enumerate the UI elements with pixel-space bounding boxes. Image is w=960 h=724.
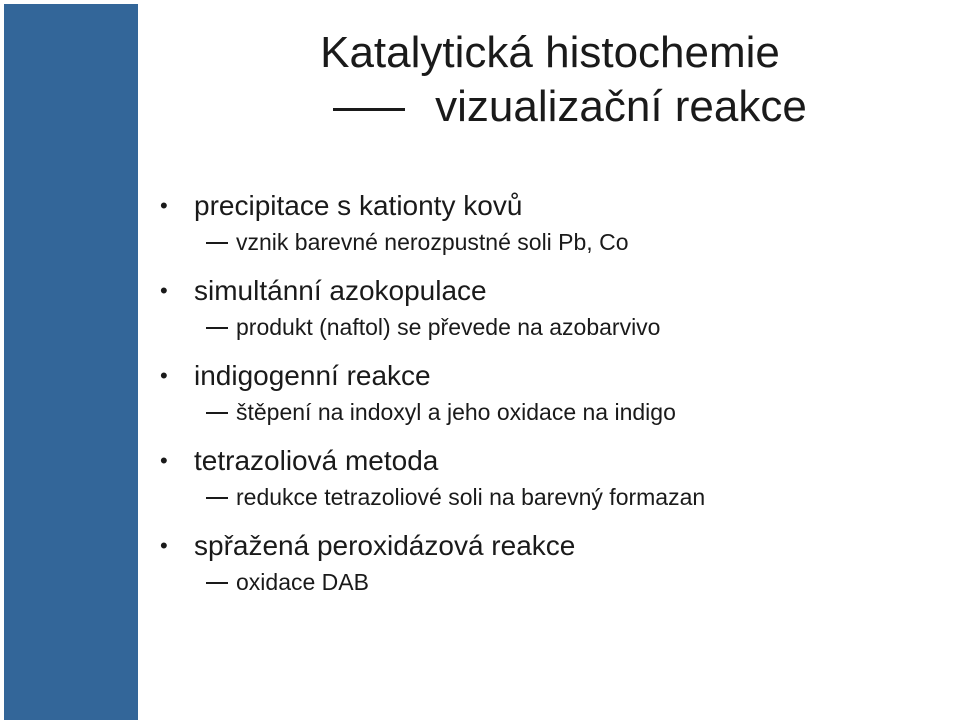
sub-item [150,481,950,514]
sub-text: štěpení na indoxyl a jeho oxidace na indigo [236,399,676,425]
sub-text: redukce tetrazoliové soli na barevný formazan [236,484,706,510]
bullet-icon: • [160,278,168,303]
title-line-2 [150,80,950,134]
dash-icon [206,412,228,414]
bullet-text: simultánní azokopulace [194,275,487,306]
dash-icon [206,242,228,244]
sub-text: produkt (naftol) se převede na azobarvivo [236,314,661,340]
bullet-icon: • [160,533,168,558]
bullet-icon: • [160,193,168,218]
bullet-item [150,356,950,396]
decorative-sidebar [4,4,138,720]
sub-item [150,226,950,259]
bullet-item [150,186,950,226]
sub-text: vznik barevné nerozpustné soli Pb, Co [236,229,629,255]
sub-item [150,396,950,429]
title-line-1: Katalytická histochemie [320,28,780,77]
bullet-text: indigogenní reakce [194,360,431,391]
dash-icon [206,582,228,584]
sub-text: oxidace DAB [236,569,369,595]
title-line-2-text: vizualizační reakce [435,82,807,131]
dash-icon [206,327,228,329]
sub-item [150,311,950,344]
bullet-text: tetrazoliová metoda [194,445,439,476]
bullet-list [150,186,950,611]
bullet-item [150,271,950,311]
dash-icon [206,497,228,499]
bullet-icon: • [160,363,168,388]
bullet-item [150,526,950,566]
bullet-text: spřažená peroxidázová reakce [194,530,576,561]
bullet-icon: • [160,448,168,473]
bullet-item [150,441,950,481]
slide-title [150,26,950,134]
title-dash [333,108,405,111]
bullet-text: precipitace s kationty kovů [194,190,523,221]
sub-item [150,566,950,599]
